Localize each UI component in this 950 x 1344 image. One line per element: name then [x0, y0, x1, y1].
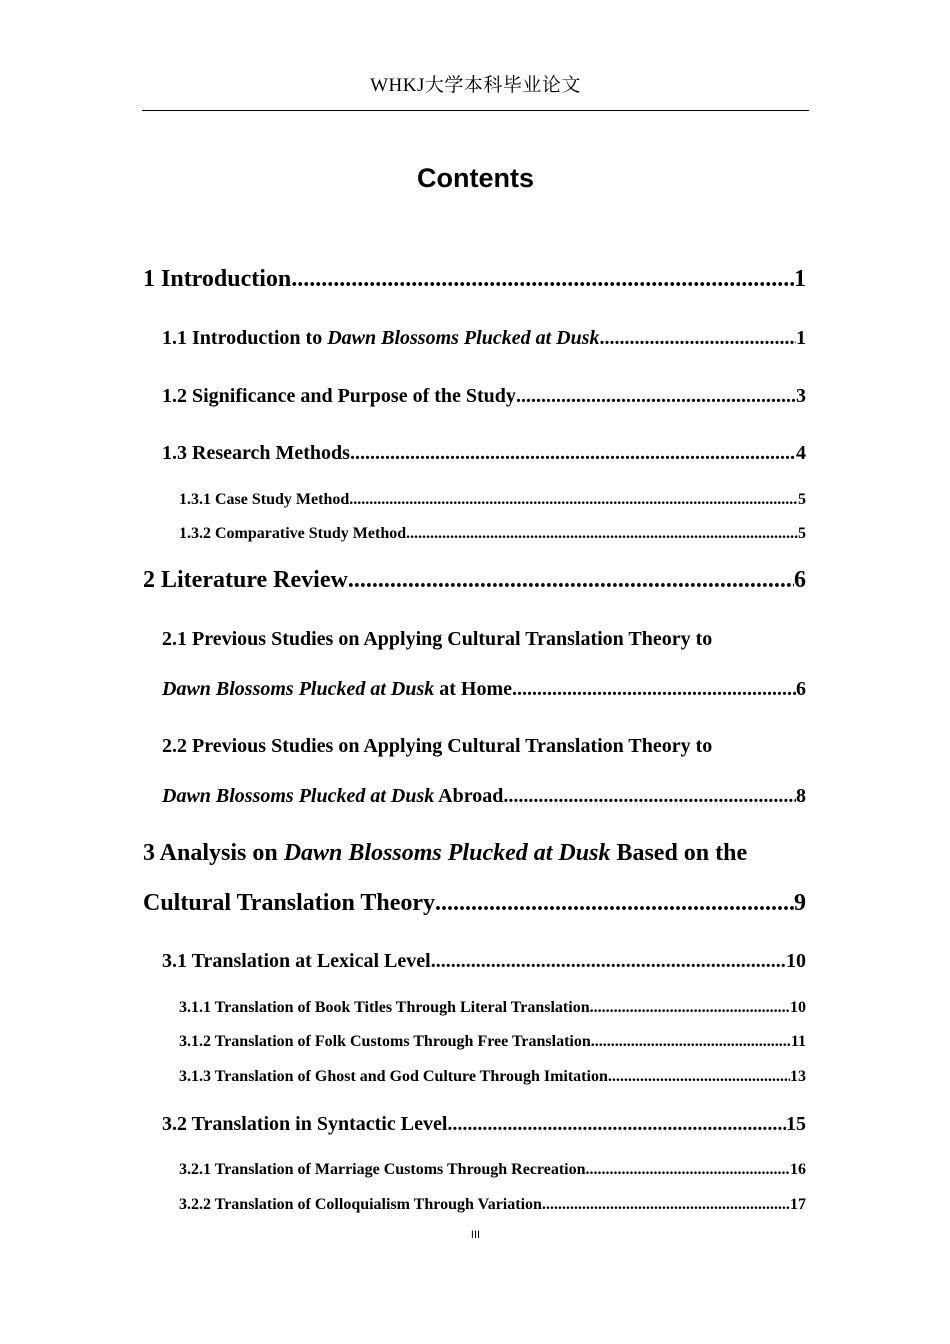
- toc-entry-3-2[interactable]: [162, 1113, 806, 1136]
- toc-entry-label: 2 Literature Review: [143, 567, 348, 593]
- toc-leader: [350, 442, 796, 465]
- page-number: III: [470, 1229, 481, 1241]
- toc-page-number: 6: [794, 567, 806, 593]
- toc-leader: [291, 266, 794, 293]
- toc-leader: [435, 890, 794, 917]
- toc-leader: [586, 1161, 790, 1179]
- toc-page-number: 3: [796, 385, 806, 407]
- toc-entry-label: 3.2.1 Translation of Marriage Customs Through Recreation: [179, 1161, 586, 1178]
- toc-page-number: 17: [790, 1196, 806, 1213]
- toc-leader: [516, 385, 796, 408]
- toc-entry-label: 3.1.3 Translation of Ghost and God Culture Through Imitation: [179, 1068, 608, 1085]
- page-title: Contents: [417, 163, 534, 193]
- toc-page-number: 6: [796, 678, 806, 700]
- toc-entry-1-3-2[interactable]: [179, 525, 806, 543]
- header-divider: [142, 110, 809, 111]
- toc-entry-label: 1.1 Introduction to Dawn Blossoms Plucked at Dusk: [162, 327, 600, 349]
- toc-entry-3-1-3[interactable]: [179, 1068, 806, 1086]
- toc-page-number: 8: [796, 785, 806, 807]
- toc-leader: [590, 999, 790, 1017]
- page-header: WHKJ大学本科毕业论文: [370, 75, 581, 96]
- toc-page-number: 4: [796, 442, 806, 464]
- toc-entry-3-2-2[interactable]: [179, 1196, 806, 1214]
- toc-entry-2-1-line1[interactable]: 2.1 Previous Studies on Applying Cultural Translation Theory to: [162, 628, 713, 650]
- toc-entry-3-line1[interactable]: 3 Analysis on Dawn Blossoms Plucked at Dusk Based on the: [143, 840, 748, 866]
- toc-entry-label: 3.1.2 Translation of Folk Customs Through Free Translation: [179, 1033, 591, 1050]
- toc-page-number: 15: [786, 1113, 806, 1135]
- book-title: Dawn Blossoms Plucked at Dusk: [162, 785, 435, 807]
- book-title: Dawn Blossoms Plucked at Dusk: [327, 327, 600, 349]
- toc-entry-1-3-1[interactable]: [179, 491, 806, 509]
- toc-entry-2-2[interactable]: [162, 785, 806, 808]
- toc-page-number: 9: [794, 890, 806, 916]
- toc-entry-label: Dawn Blossoms Plucked at Dusk at Home: [162, 678, 513, 700]
- toc-page-number: 5: [798, 491, 806, 508]
- toc-page-number: 1: [794, 266, 806, 292]
- toc-leader: [447, 1113, 786, 1136]
- toc-entry-label: 1.3.1 Case Study Method: [179, 491, 350, 508]
- toc-page-number: 11: [790, 1033, 806, 1050]
- toc-leader: [349, 491, 798, 509]
- toc-leader: [599, 327, 796, 350]
- toc-page-number: 13: [790, 1068, 806, 1085]
- toc-page-number: 5: [798, 525, 806, 542]
- toc-page-number: 1: [796, 327, 806, 349]
- toc-entry-2[interactable]: [143, 567, 806, 594]
- toc-entry-label: Cultural Translation Theory: [143, 890, 436, 916]
- toc-entry-label: 1.3 Research Methods: [162, 442, 350, 464]
- toc-page-number: 10: [786, 950, 806, 972]
- toc-entry-3[interactable]: [143, 890, 806, 917]
- toc-entry-1[interactable]: [143, 266, 806, 293]
- toc-entry-3-1[interactable]: [162, 950, 806, 973]
- toc-entry-label: 3.2 Translation in Syntactic Level: [162, 1113, 448, 1135]
- toc-entry-label: 1.2 Significance and Purpose of the Study: [162, 385, 516, 407]
- toc-entry-label: 1.3.2 Comparative Study Method: [179, 525, 407, 542]
- toc-leader: [348, 567, 794, 594]
- toc-leader: [608, 1068, 790, 1086]
- toc-entry-3-1-2[interactable]: [179, 1033, 806, 1051]
- toc-entry-label: 1 Introduction: [143, 266, 292, 292]
- toc-leader: [591, 1033, 791, 1051]
- toc-leader: [406, 525, 798, 543]
- toc-leader: [512, 678, 796, 701]
- book-title: Dawn Blossoms Plucked at Dusk: [283, 840, 611, 866]
- toc-entry-label: 3.2.2 Translation of Colloquialism Through Variation: [179, 1196, 542, 1213]
- toc-leader: [542, 1196, 790, 1214]
- toc-entry-1-1[interactable]: [162, 327, 806, 350]
- toc-entry-1-3[interactable]: [162, 442, 806, 465]
- toc-leader: [431, 950, 786, 973]
- toc-entry-label: 3.1 Translation at Lexical Level: [162, 950, 431, 972]
- toc-page-number: 10: [790, 999, 806, 1016]
- toc-entry-2-2-line1[interactable]: 2.2 Previous Studies on Applying Cultural Translation Theory to: [162, 735, 713, 757]
- toc-entry-1-2[interactable]: [162, 385, 806, 408]
- toc-entry-3-1-1[interactable]: [179, 999, 806, 1017]
- toc-page-number: 16: [790, 1161, 806, 1178]
- toc-entry-label: 3.1.1 Translation of Book Titles Through Literal Translation: [179, 999, 590, 1016]
- toc-entry-2-1[interactable]: [162, 678, 806, 701]
- toc-entry-3-2-1[interactable]: [179, 1161, 806, 1179]
- book-title: Dawn Blossoms Plucked at Dusk: [162, 678, 435, 700]
- toc-entry-label: Dawn Blossoms Plucked at Dusk Abroad: [162, 785, 504, 807]
- toc-leader: [503, 785, 796, 808]
